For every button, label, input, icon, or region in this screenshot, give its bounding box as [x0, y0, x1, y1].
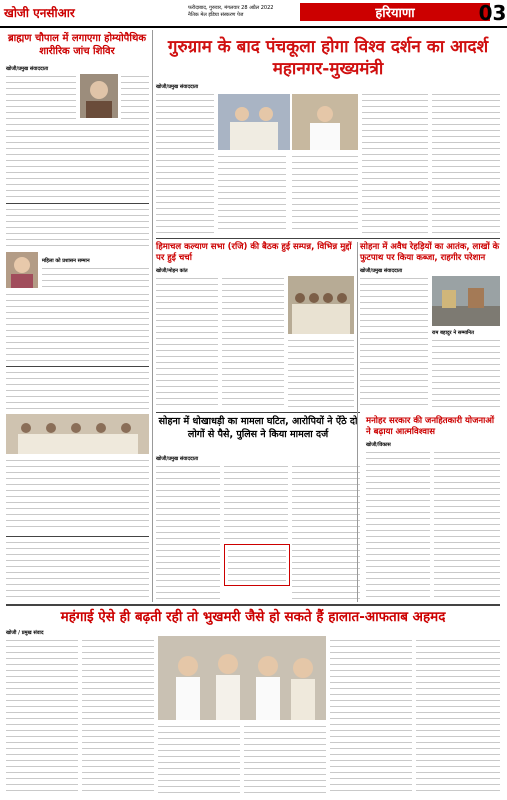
left-text-block-d [6, 292, 149, 362]
inflation-col-3 [158, 724, 240, 794]
section-name: हरियाणा [300, 3, 490, 21]
fraud-col-2 [224, 464, 288, 540]
inflation-col-4 [244, 724, 326, 794]
manohar-headline: मनोहर सरकार की जनहितकारी योजनाओं ने बढ़ाया आत्मविश्वास [366, 416, 495, 437]
inflation-top-rule [6, 604, 500, 606]
left-top-text-2 [121, 74, 149, 120]
col-rule-2 [357, 242, 358, 602]
himachal-col-1 [156, 276, 218, 408]
sohna-fraud-headline: सोहना में धोखाधड़ी का मामला घटित, आरोपियों ने ऐंठे दो लोगों से पैसे, पुलिस ने किया मामला दर्ज [158, 416, 358, 440]
lead-col-1 [156, 92, 214, 234]
inflation-col-2 [82, 638, 154, 794]
lead-photo-2 [292, 94, 358, 150]
himachal-col-2 [222, 276, 284, 408]
himachal-byline: खोजी/मोहन कांत [156, 268, 188, 274]
inflation-col-5 [330, 638, 412, 794]
inflation-byline: खोजी / प्रमुख संवाद [6, 630, 44, 636]
fraud-top-rule [156, 412, 360, 413]
left-top-text-3 [6, 122, 149, 200]
left-text-block-e [6, 370, 149, 410]
sohna-encroach-col-2 [432, 338, 500, 408]
lead-headline: गुरुग्राम के बाद पंचकूला होगा विश्व दर्शन का आदर्श महानगर-मुख्यमंत्री [167, 37, 489, 79]
left-rule-1 [6, 203, 149, 204]
col-rule-1 [152, 30, 153, 602]
page-number: 03 [478, 1, 507, 25]
sohna-street-photo [432, 276, 500, 326]
left-text-block-b [6, 207, 149, 247]
dateline [188, 5, 278, 19]
lead-col-2 [218, 154, 286, 234]
himachal-photo [288, 276, 354, 334]
inflation-headline: महंगाई ऐसे ही बढ़ती रही तो भुखमरी जैसे हो सकते हैं हालात-आफताब अहमद [60, 609, 446, 625]
dateline-2: नैतिक मेल इंडिया संस्करण पेज [188, 12, 244, 18]
fraud-col-3 [292, 464, 360, 600]
left-text-block-g [6, 540, 149, 600]
lead-bottom-rule [156, 238, 500, 239]
lead-photo-1 [218, 94, 290, 150]
publication-name: खोजी एनसीआर [4, 6, 75, 20]
woman-photo [6, 252, 38, 288]
note-left-mid: महिला को प्रशासन सम्मान [42, 258, 90, 264]
lead-byline: खोजी/प्रमुख संवाददाता [156, 84, 199, 90]
manohar-byline: खोजी/विकास [366, 442, 391, 448]
left-text-block-f [6, 458, 149, 532]
sohna-encroach-col-1 [360, 276, 428, 408]
dateline-1: फरीदाबाद, गुरुवार, मंगलवार 28 अप्रैल 2022 [188, 5, 274, 11]
lead-col-3 [292, 154, 358, 234]
manohar-col-2 [434, 450, 500, 600]
himachal-col-3 [288, 338, 354, 408]
inflation-col-1 [6, 638, 78, 794]
sohna-encroach-headline: सोहना में अवैध रेहड़ियों का आतंक, लाखों के फुटपाथ पर किया कब्जा, राहगीर परेशान [360, 242, 500, 263]
lead-col-5 [432, 92, 500, 234]
sohna-fraud-byline: खोजी/प्रमुख संवाददाता [156, 456, 199, 462]
himachal-headline: हिमाचल कल्याण सभा (रजि) की बैठक हुई सम्पन्न, विभिन्न मुद्दों पर हुई चर्चा [156, 242, 352, 263]
inflation-photo [158, 636, 326, 720]
note-right-mid: राम बहादुर ने सम्मानित [432, 330, 474, 336]
left-text-block-c [42, 266, 149, 290]
left-top-byline: खोजी/प्रमुख संवाददाता [6, 66, 49, 72]
fraud-col-1 [156, 464, 220, 600]
left-top-headline: ब्राह्मण चौपाल में लगाएगा होम्योपैथिक शारीरिक जांच शिविर [7, 33, 147, 57]
left-top-text-1 [6, 74, 76, 120]
portrait-photo [80, 74, 118, 118]
lead-col-4 [362, 92, 428, 234]
manohar-col-1 [366, 450, 430, 600]
inflation-col-6 [416, 638, 500, 794]
left-rule-2 [6, 366, 149, 367]
left-event-photo [6, 414, 149, 454]
sohna-encroach-byline: खोजी/प्रमुख संवाददाता [360, 268, 403, 274]
left-rule-3 [6, 536, 149, 537]
fraud-highlight-box [224, 544, 290, 586]
